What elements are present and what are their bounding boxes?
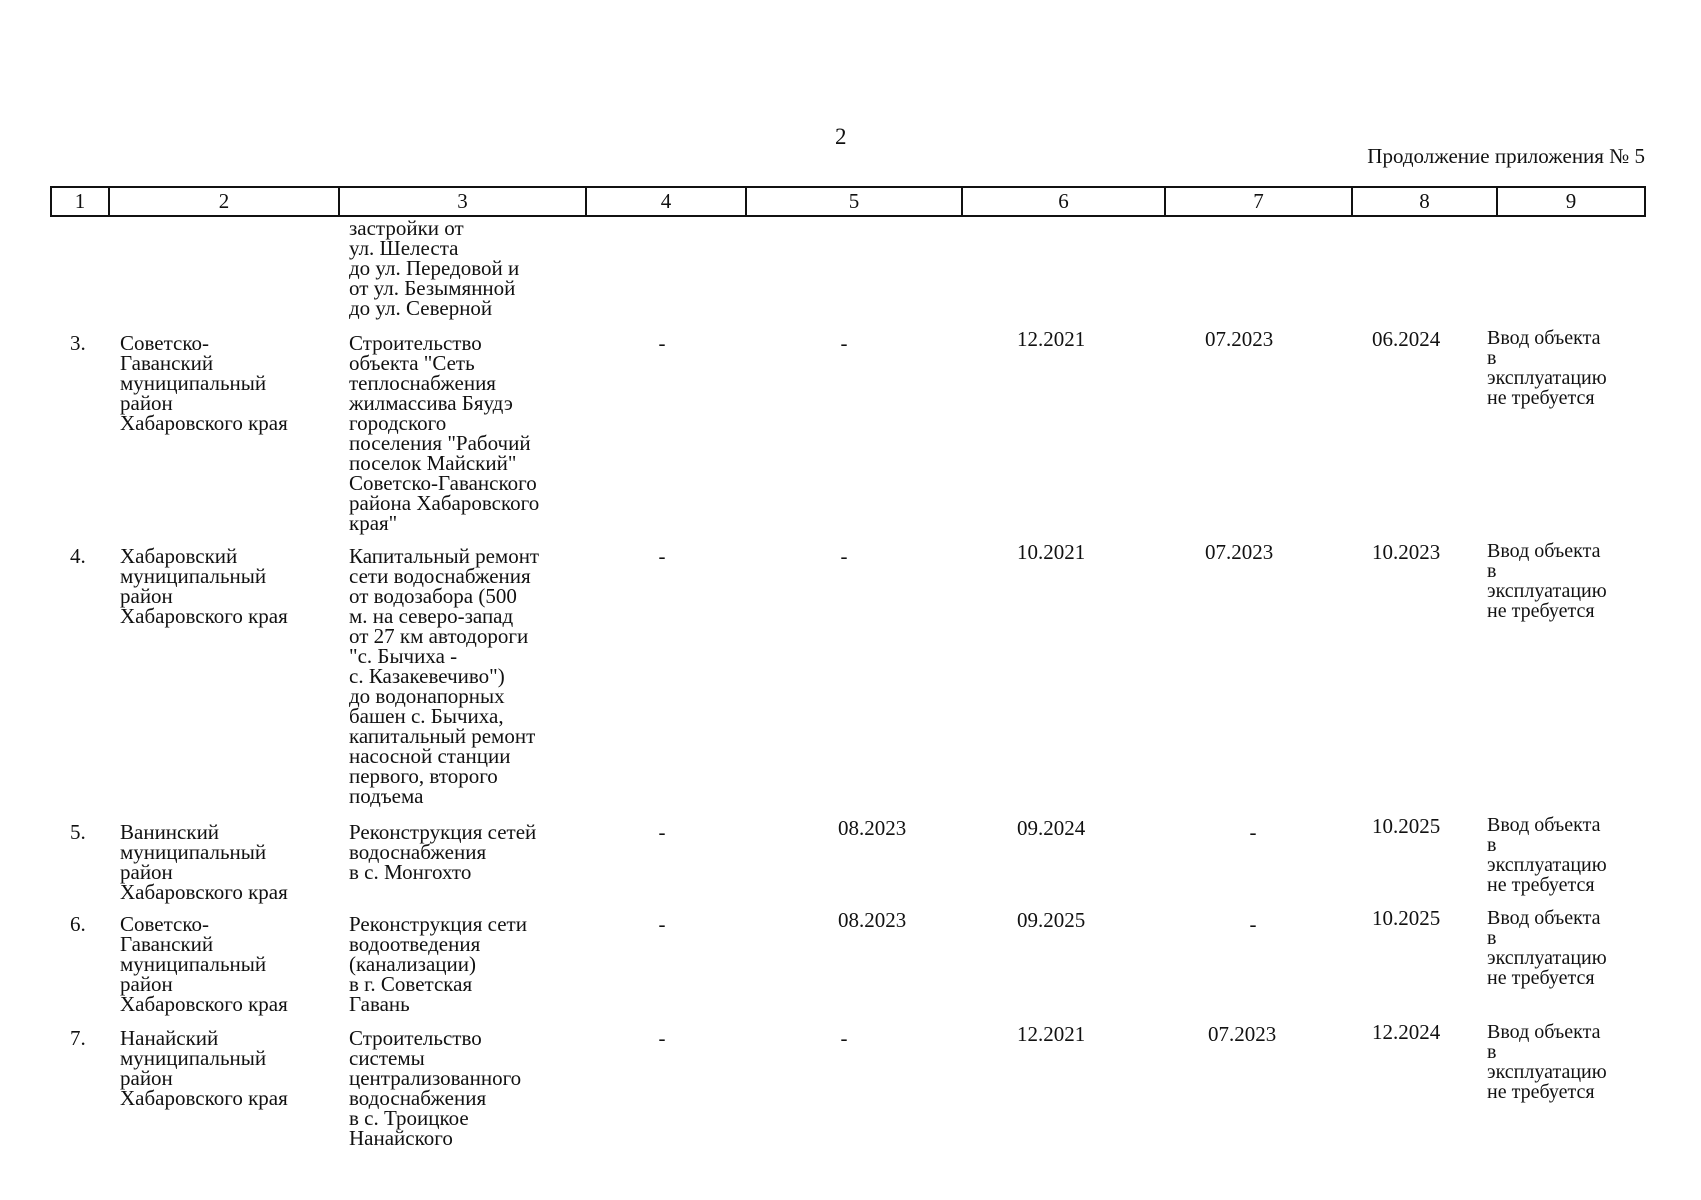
row-number: 5. — [70, 820, 86, 844]
row-number: 6. — [70, 912, 86, 936]
row-number: 7. — [70, 1026, 86, 1050]
object-description: Капитальный ремонт сети водоснабжения от водозабора (500 м. на северо-запад от 27 км автодороги "с. Бычиха - с. Казакевечиво") до водонапорных башен с. Бычиха, капитальный ремонт насосной станции первого, второго подъема — [349, 544, 540, 808]
col6-date: 09.2024 — [1017, 816, 1086, 840]
district-name: Ванинский муниципальный район Хабаровского края — [120, 820, 288, 904]
col8-date: 10.2023 — [1372, 540, 1441, 564]
col7-date: 07.2023 — [1208, 1022, 1277, 1046]
col7-date: 07.2023 — [1205, 540, 1274, 564]
header-col-6: 6 — [962, 187, 1165, 216]
district-name: Советско- Гаванский муниципальный район Хабаровского края — [120, 331, 288, 435]
col7-value: - — [1249, 912, 1257, 936]
col5-date: 08.2023 — [838, 816, 907, 840]
col8-date: 10.2025 — [1372, 814, 1441, 838]
col6-date: 12.2021 — [1017, 327, 1086, 351]
commissioning-note: Ввод объекта в эксплуатацию не требуется — [1487, 327, 1607, 409]
object-description: Реконструкция сети водоотведения (канализации) в г. Советская Гавань — [349, 912, 527, 1016]
district-name: Нанайский муниципальный район Хабаровского края — [120, 1026, 288, 1110]
object-description: Реконструкция сетей водоснабжения в с. Монгохто — [349, 820, 537, 884]
page-number: 2 — [835, 124, 847, 149]
col4-value: - — [658, 912, 666, 936]
column-number-header — [50, 186, 1646, 217]
continuation-note: Продолжение приложения № 5 — [1367, 144, 1645, 168]
row-number: 4. — [70, 544, 86, 568]
col4-value: - — [658, 331, 666, 355]
header-col-4: 4 — [586, 187, 746, 216]
commissioning-note: Ввод объекта в эксплуатацию не требуется — [1487, 814, 1607, 896]
col4-value: - — [658, 544, 666, 568]
col6-date: 10.2021 — [1017, 540, 1086, 564]
header-col-8: 8 — [1352, 187, 1497, 216]
commissioning-note: Ввод объекта в эксплуатацию не требуется — [1487, 540, 1607, 622]
object-description: Строительство системы централизованного водоснабжения в с. Троицкое Нанайского — [349, 1026, 522, 1150]
col8-date: 12.2024 — [1372, 1020, 1441, 1044]
col8-date: 06.2024 — [1372, 327, 1441, 351]
header-col-2: 2 — [109, 187, 339, 216]
col7-date: 07.2023 — [1205, 327, 1274, 351]
col8-date: 10.2025 — [1372, 906, 1441, 930]
col5-value: - — [840, 1026, 848, 1050]
carryover-object-text: застройки от ул. Шелеста до ул. Передовой и от ул. Безымянной до ул. Северной — [349, 216, 520, 320]
header-col-1: 1 — [51, 187, 109, 216]
col6-date: 09.2025 — [1017, 908, 1086, 932]
header-col-9: 9 — [1497, 187, 1645, 216]
col5-value: - — [840, 331, 848, 355]
object-description: Строительство объекта "Сеть теплоснабжения жилмассива Бяудэ городского поселения "Рабочий поселок Майский" Советско-Гаванского района Хабаровского края" — [349, 331, 540, 535]
commissioning-note: Ввод объекта в эксплуатацию не требуется — [1487, 907, 1607, 989]
header-col-5: 5 — [746, 187, 962, 216]
header-col-3: 3 — [339, 187, 586, 216]
commissioning-note: Ввод объекта в эксплуатацию не требуется — [1487, 1021, 1607, 1103]
col4-value: - — [658, 820, 666, 844]
header-col-7: 7 — [1165, 187, 1352, 216]
col5-date: 08.2023 — [838, 908, 907, 932]
row-number: 3. — [70, 331, 86, 355]
col5-value: - — [840, 544, 848, 568]
col7-value: - — [1249, 820, 1257, 844]
col6-date: 12.2021 — [1017, 1022, 1086, 1046]
col4-value: - — [658, 1026, 666, 1050]
district-name: Советско- Гаванский муниципальный район Хабаровского края — [120, 912, 288, 1016]
district-name: Хабаровский муниципальный район Хабаровского края — [120, 544, 288, 628]
